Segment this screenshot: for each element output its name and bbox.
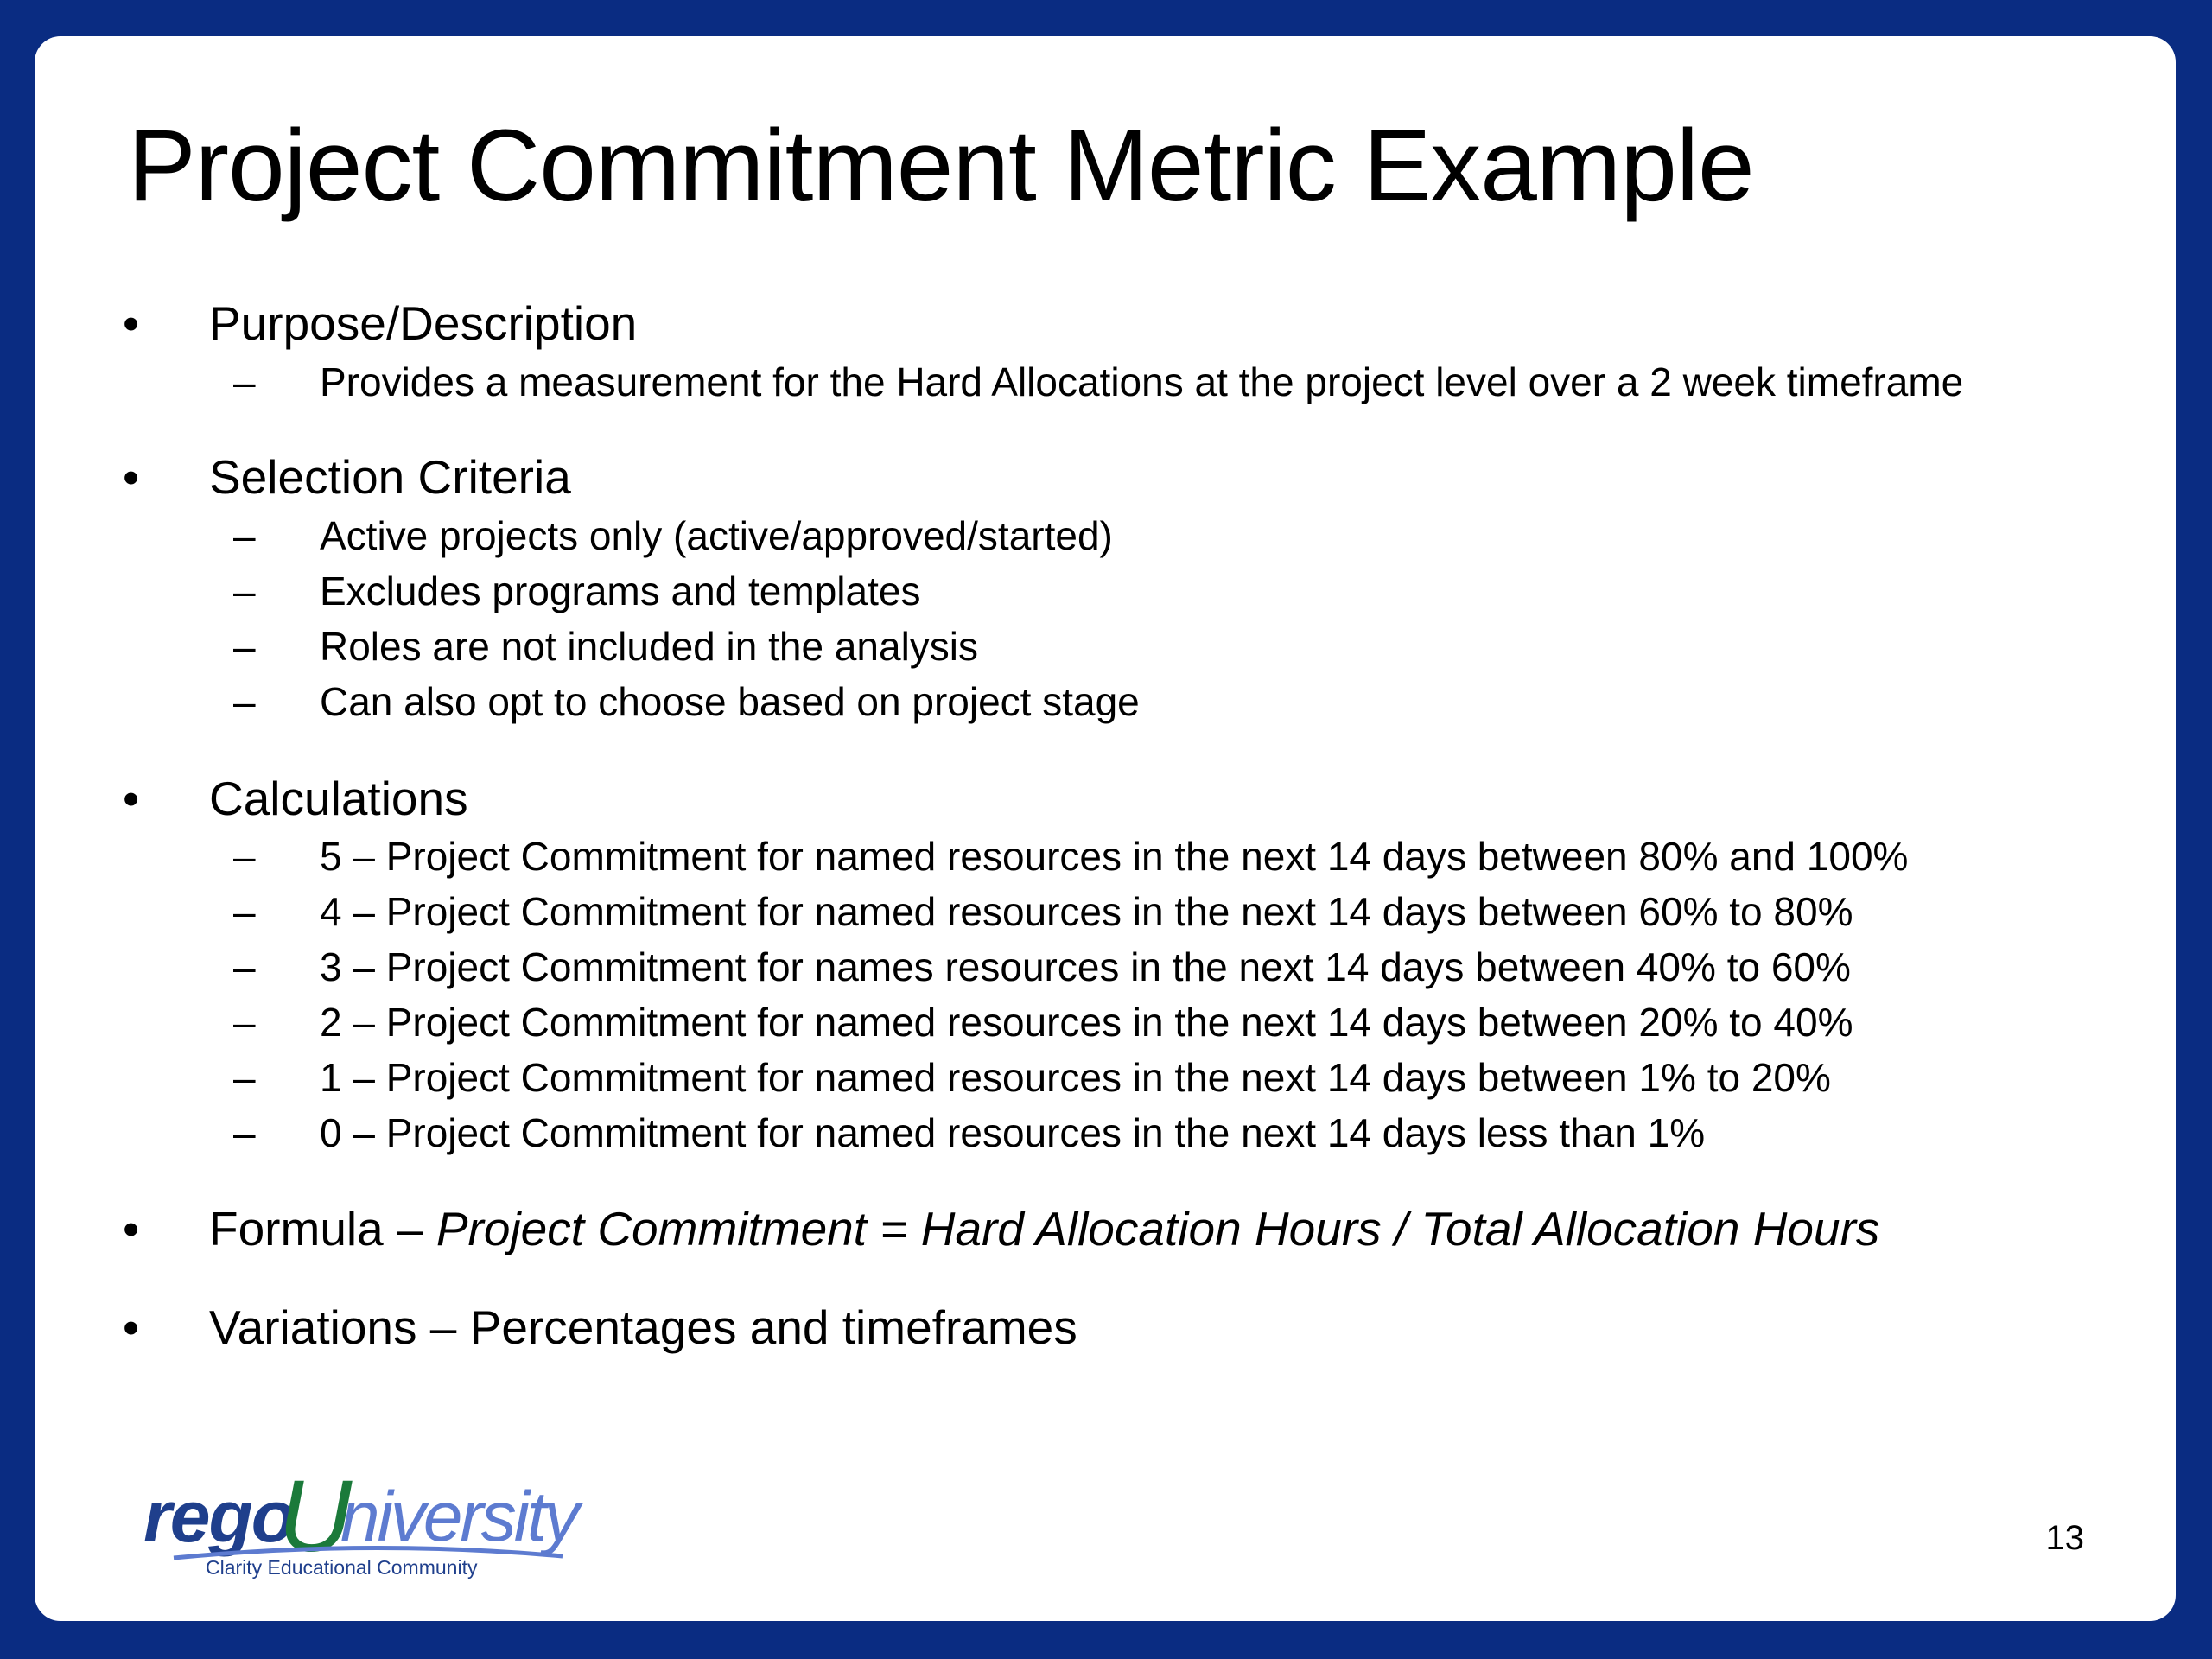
bullet-marker: • bbox=[123, 1202, 140, 1255]
sub-bullet-text: 4 – Project Commitment for named resources in the next 14 days between 60% to 80% bbox=[320, 889, 1853, 934]
dash-marker: – bbox=[233, 889, 256, 934]
dash-marker: – bbox=[233, 1055, 256, 1100]
sub-bullet-text: 1 – Project Commitment for named resources in the next 14 days between 1% to 20% bbox=[320, 1055, 1831, 1100]
sub-bullet-text: Excludes programs and templates bbox=[320, 569, 921, 613]
sub-bullet-text: Provides a measurement for the Hard Allocations at the project level over a 2 week timeframe bbox=[320, 359, 1964, 404]
dash-marker: – bbox=[233, 569, 256, 613]
dash-marker: – bbox=[233, 513, 256, 558]
sub-bullet-text: Roles are not included in the analysis bbox=[320, 624, 979, 669]
bullet-heading-calculations: Calculations bbox=[209, 772, 468, 825]
page-number: 13 bbox=[2045, 1519, 2084, 1557]
sub-bullet-text: 5 – Project Commitment for named resources in the next 14 days between 80% and 100% bbox=[320, 834, 1909, 879]
sub-bullet-text: 0 – Project Commitment for named resources in the next 14 days less than 1% bbox=[320, 1110, 1706, 1155]
logo-tagline: Clarity Educational Community bbox=[206, 1556, 478, 1579]
bullet-marker: • bbox=[123, 1300, 140, 1354]
formula-expression: Project Commitment = Hard Allocation Hours / Total Allocation Hours bbox=[435, 1202, 1880, 1255]
bullet-marker: • bbox=[123, 450, 140, 504]
logo-text-rego: rego bbox=[143, 1476, 295, 1557]
bullet-marker: • bbox=[123, 772, 140, 825]
slide-content bbox=[35, 36, 2176, 1621]
logo-text-niversity: niversity bbox=[340, 1478, 577, 1556]
rego-university-logo bbox=[109, 1458, 593, 1587]
dash-marker: – bbox=[233, 944, 256, 989]
dash-marker: – bbox=[233, 359, 256, 404]
bullet-heading-purpose: Purpose/Description bbox=[209, 296, 638, 350]
formula-label: Formula – bbox=[209, 1202, 436, 1255]
dash-marker: – bbox=[233, 624, 256, 669]
dash-marker: – bbox=[233, 834, 256, 879]
bullet-heading-selection: Selection Criteria bbox=[209, 450, 571, 504]
sub-bullet-text: Active projects only (active/approved/started) bbox=[320, 513, 1113, 558]
slide bbox=[35, 36, 2176, 1621]
sub-bullet-text: 3 – Project Commitment for names resources in the next 14 days between 40% to 60% bbox=[320, 944, 1851, 989]
variations-text: Variations – Percentages and timeframes bbox=[209, 1300, 1077, 1354]
logo-text-u: U bbox=[278, 1459, 353, 1573]
dash-marker: – bbox=[233, 1000, 256, 1045]
sub-bullet-text: 2 – Project Commitment for named resources in the next 14 days between 20% to 40% bbox=[320, 1000, 1853, 1045]
dash-marker: – bbox=[233, 679, 256, 724]
dash-marker: – bbox=[233, 1110, 256, 1155]
sub-bullet-text: Can also opt to choose based on project stage bbox=[320, 679, 1140, 724]
bullet-marker: • bbox=[123, 296, 140, 350]
slide-title: Project Commitment Metric Example bbox=[128, 109, 1754, 223]
formula-line bbox=[209, 1201, 1879, 1256]
